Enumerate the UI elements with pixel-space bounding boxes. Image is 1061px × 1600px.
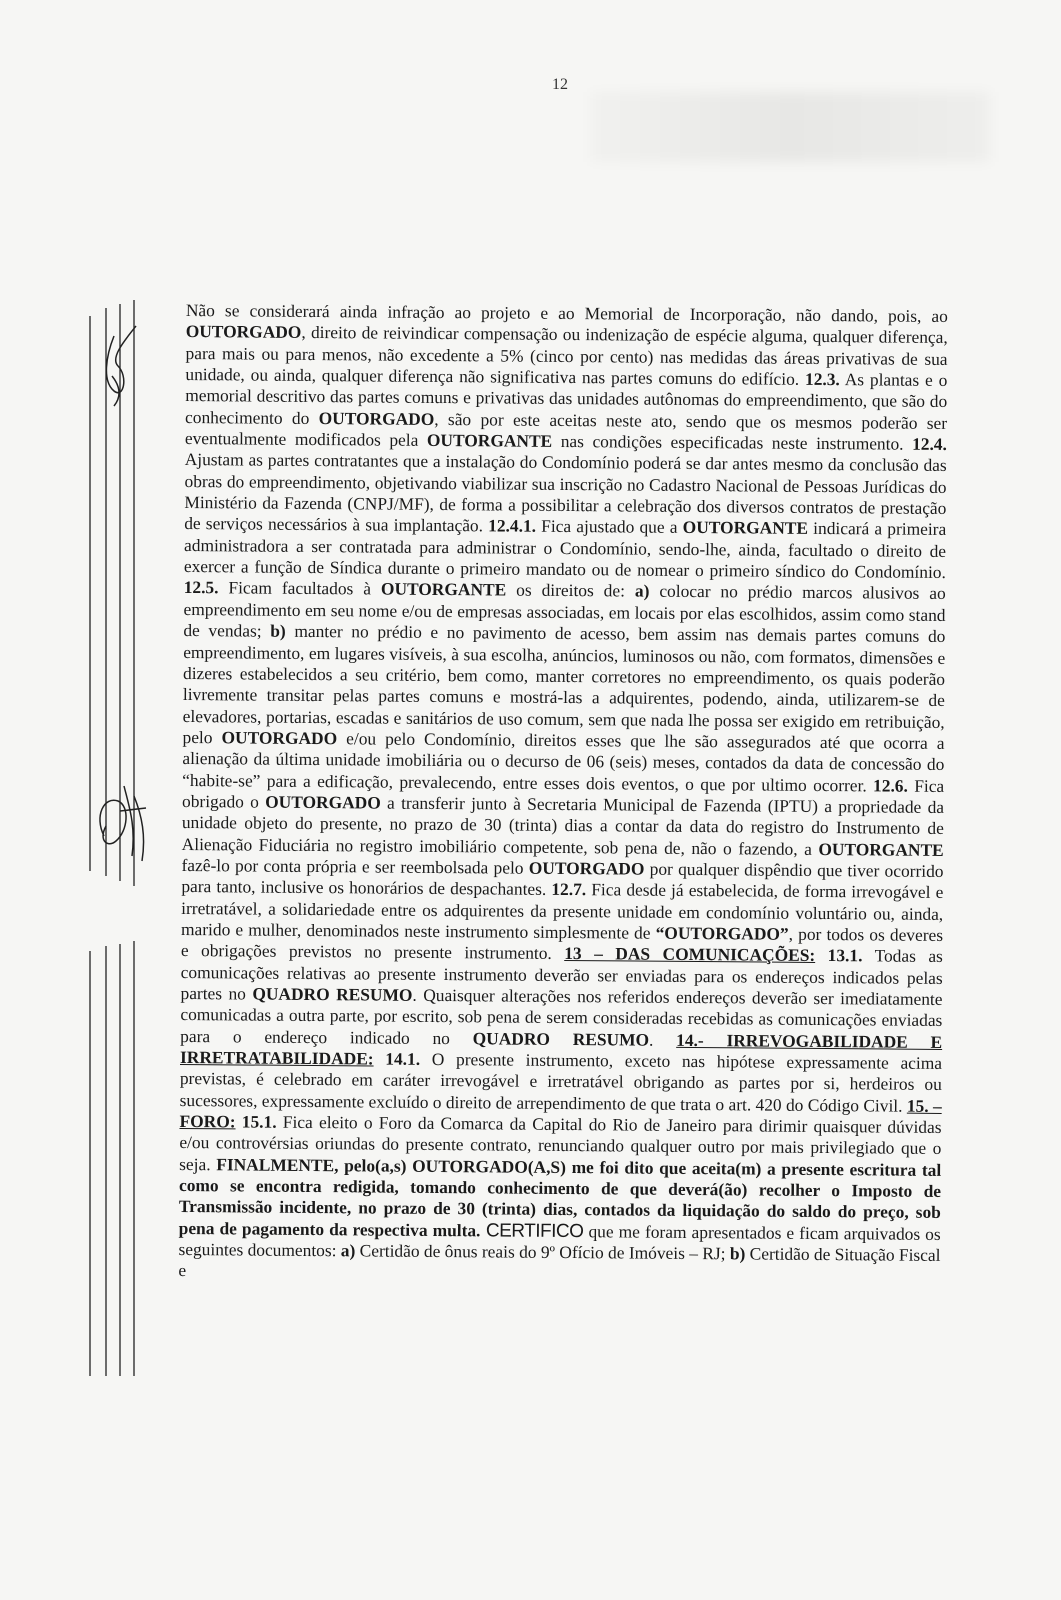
section-14-heading: 14.- IRREVOGABILIDADE E IRRETRATABILIDADE: xyxy=(179,1029,943,1069)
section-15-heading: 15. – FORO: xyxy=(179,1095,942,1132)
finalmente-clause: FINALMENTE, pelo(a,s) OUTORGADO(A,S) me foi dito que aceita(m) a presente escritura tal como se encontra redigida, tomando conhecimento de que deverá(ão) recolher o Imposto de Transmissão incidente, no prazo de 30 (trinta) dias, contados da liquidação do saldo do preço, sob pena de pagamento da respectiva multa. xyxy=(178,1154,942,1241)
scan-shadow xyxy=(590,92,990,162)
certifico-label: CERTIFICO xyxy=(480,1220,584,1242)
section-13-heading: 13 – DAS COMUNICAÇÕES: xyxy=(564,943,816,966)
page-number: 12 xyxy=(552,76,568,93)
margin-rubric-lines xyxy=(84,296,154,1376)
contract-text: Não se considerará ainda infração ao projeto e ao Memorial de Incorporação, não dando, pois, ao OUTORGADO, direito de reivindicar compensação ou indenização de espécie alguma, qualquer diferença, para mais ou para menos, não excedente a 5% (cinco por cento) nas medidas das áreas privativas de sua unidade, ou ainda, qualquer diferença não significativa nas partes comuns do edifício. 12.3. As plantas e o memorial descritivo das partes comuns e privativas das unidades autônomas do empreendimento, que são do conhecimento do OUTORGADO, são por este aceitas neste ato, sendo que os mesmos poderão ser eventualmente modificados pela OUTORGANTE nas condições especificadas neste instrumento. 12.4. Ajustam as partes contratantes que a instalação do Condomínio poderá se dar antes mesmo da conclusão das obras do empreendimento, objetivando viabilizar sua inscrição no Cadastro Nacional de Pessoas Jurídicas do Ministério da Fazenda (CNPJ/MF), de forma a possibilitar a celebração dos diversos contratos de prestação de serviços necessários à sua implantação. 12.4.1. Fica ajustado que a OUTORGANTE indicará a primeira administradora a ser contratada para administrar o Condomínio, sendo-lhe, ainda, facultado o direito de exercer a função de Síndica durante o primeiro mandato ou de nomear o primeiro síndico do Condomínio. 12.5. Ficam facultados à OUTORGANTE os direitos de: a) colocar no prédio marcos alusivos ao empreendimento em seu nome e/ou de empresas associadas, em locais por elas escolhidos, assim como stand de vendas; b) manter no prédio e no pavimento de acesso, bem assim nas demais partes comuns do empreendimento, em lugares visíveis, à sua escolha, anúncios, luminosos ou não, com formatos, dimensões e dizeres estabelecidos a seu critério, bem como, manter corretores no empreendimento, os quais poderão livremente transitar pelas partes comuns e mostrá-las a adquirentes, podendo, ainda, utilizarem-se de elevadores, portarias, escadas e sanitários de uso comum, sem que nada lhe possa ser exigido em retribuição, pelo OUTORGADO e/ou pelo Condomínio, direitos esses que lhe são assegurados até que ocorra a alienação da última unidade imobiliária ou o decurso de 06 (seis) meses, contados da data de concessão do “habite-se” para a edificação, prevalecendo, entre esses dois eventos, o que por ultimo ocorrer. 12.6. Fica obrigado o OUTORGADO a transferir junto à Secretaria Municipal de Fazenda (IPTU) a propriedade da unidade objeto do presente, no prazo de 30 (trinta) dias a contar da data do registro do Instrumento de Alienação Fiduciária no registro imobiliário competente, sob pena de, não o fazendo, a OUTORGANTE fazê-lo por conta própria e ser reembolsada pelo OUTORGADO por qualquer dispêndio que tiver ocorrido para tanto, inclusive os honorários de despachantes. 12.7. Fica desde já estabelecida, de forma irrevogável e irretratável, a solidariedade entre os adquirentes da presente unidade em condomínio voluntário ou, ainda, marido e mulher, denominados neste instrumento simplesmente de “OUTORGADO”, por todos os deveres e obrigações previstos no presente instrumento. 13 – DAS COMUNICAÇÕES: 13.1. Todas as comunicações relativas ao presente instrumento deverão ser enviadas para os endereços indicados pelas partes no QUADRO RESUMO. Quaisquer alterações nos referidos endereços deverão ser imediatamente comunicadas a outra parte, por escrito, sob pena de serem consideradas recebidas as comunicações enviadas para o endereço indicado no QUADRO RESUMO. 14.- IRREVOGABILIDADE E IRRETRATABILIDADE: 14.1. O presente instrumento, exceto nas hipótese expressamente acima previstas, é celebrado em caráter irrevogável e irretratável obrigando as partes por si, herdeiros ou sucessores, expressamente excluído o direito de arrependimento de que trata o art. 420 do Código Civil. 15. – FORO: 15.1. Fica eleito o Foro da Comarca da Capital do Rio de Janeiro para dirimir quaisquer dúvidas e/ou controvérsias oriundas do presente contrato, renunciando qualquer outro por mais privilegiado que o seja. FINALMENTE, pelo(a,s) OUTORGADO(A,S) me foi dito que aceita(m) a presente escritura tal como se encontra redigida, tomando conhecimento de que deverá(ão) recolher o Imposto de Transmissão incidente, no prazo de 30 (trinta) dias, contados da liquidação do saldo do preço, sob pena de pagamento da respectiva multa. CERTIFICO que me foram apresentados e ficam arquivados os seguintes documentos: a) Certidão de ônus reais do 9º Ofício de Imóveis – RJ; b) Certidão de Situação Fiscal e xyxy=(178,300,948,1281)
initials-signature-middle xyxy=(100,786,146,861)
initials-signature-top xyxy=(106,326,136,406)
